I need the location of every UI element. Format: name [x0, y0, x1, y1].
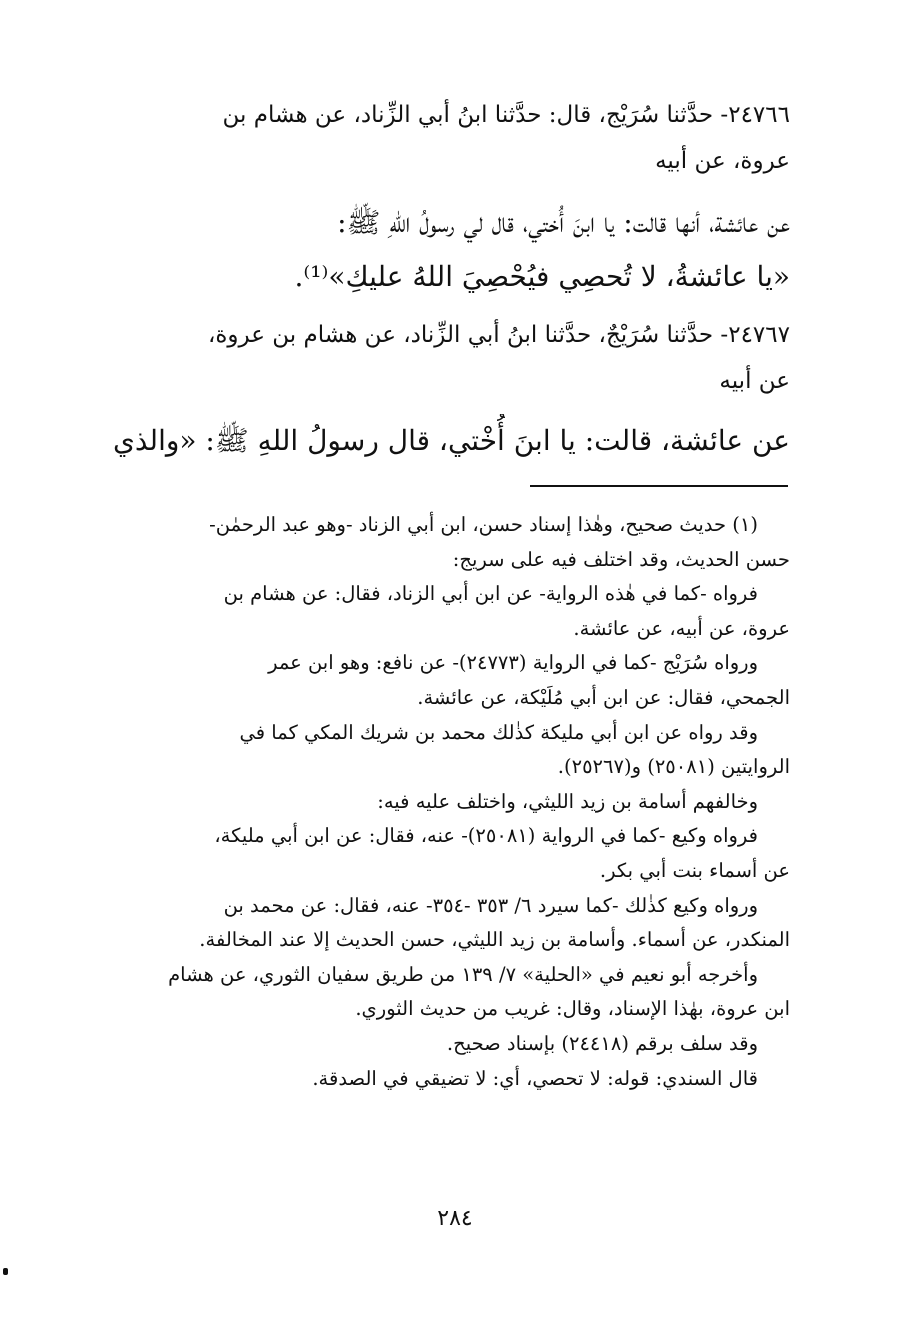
hadith-line: ٢٤٧٦٧- حدَّثنا سُرَيْجٌ، حدَّثنا ابنُ أبي الزِّناد، عن هشام بن عروة،: [207, 322, 790, 348]
hadith-line: عن عائشة، قالت: يا ابنَ أُخْتي، قال رسولُ اللهِ ﷺ: «والذي: [112, 424, 790, 457]
footnote-line: عن أسماء بنت أبي بكر.: [599, 858, 790, 882]
footnote-separator: [530, 485, 788, 487]
hadith-24767-text: [90, 414, 790, 468]
hadith-24766-chain: [90, 92, 790, 184]
footnote-line: عروة، عن أبيه، عن عائشة.: [573, 616, 790, 640]
footnote-line: ورواه وكيع كذٰلك -كما سيرد ٦/ ٣٥٣ -٣٥٤- عنه، فقال: عن محمد بن: [223, 893, 758, 917]
margin-mark: [3, 1268, 8, 1275]
hadith-line: عن عائشة، أنها قالت: يا ابنَ أُختي، قال لي رسولُ اللهِ ﷺ:: [337, 206, 790, 239]
footnotes: [90, 508, 790, 1096]
page-number: ٢٨٤: [437, 1206, 473, 1231]
hadith-line: عروة، عن أبيه: [655, 148, 790, 174]
footnote-line: ورواه سُرَيْج -كما في الرواية (٢٤٧٧٣)- عن نافع: وهو ابن عمر: [268, 651, 758, 675]
footnote-line: وأخرجه أبو نعيم في «الحلية» ٧/ ١٣٩ من طريق سفيان الثوري، عن هشام: [168, 962, 758, 986]
hadith-24767-chain: [90, 312, 790, 404]
hadith-line: ٢٤٧٦٦- حدَّثنا سُرَيْج، قال: حدَّثنا ابنُ أبي الزِّناد، عن هشام بن: [222, 102, 790, 128]
hadith-line: «يا عائشةُ، لا تُحصِي فيُحْصِيَ اللهُ عليكِ»⁽¹⁾.: [294, 260, 790, 293]
footnote-line: ابن عروة، بهٰذا الإسناد، وقال: غريب من حديث الثوري.: [355, 997, 790, 1021]
footnote-line: (١) حديث صحيح، وهٰذا إسناد حسن، ابن أبي الزناد -وهو عبد الرحمٰن-: [209, 513, 758, 536]
footnote-line: وخالفهم أسامة بن زيد الليثي، واختلف عليه فيه:: [377, 789, 758, 813]
footnote-line: فرواه وكيع -كما في الرواية (٢٥٠٨١)- عنه، فقال: عن ابن أبي مليكة،: [214, 824, 758, 848]
footnote-line: وقد رواه عن ابن أبي مليكة كذٰلك محمد بن شريك المكي كما في: [239, 720, 758, 744]
footnote-line: قال السندي: قوله: لا تحصي، أي: لا تضيقي في الصدقة.: [312, 1066, 758, 1090]
footnote-line: فرواه -كما في هٰذه الرواية- عن ابن أبي الزناد، فقال: عن هشام بن: [223, 582, 758, 606]
footnote-line: الجمحي، فقال: عن ابن أبي مُلَيْكة، عن عائشة.: [417, 685, 790, 709]
footnote-line: وقد سلف برقم (٢٤٤١٨) بإسناد صحيح.: [446, 1031, 758, 1055]
footnote-line: الروايتين (٢٥٠٨١) و(٢٥٢٦٧).: [557, 755, 790, 779]
hadith-line: عن أبيه: [719, 368, 790, 394]
footnote-line: حسن الحديث، وقد اختلف فيه على سريج:: [452, 547, 790, 571]
footnote-line: المنكدر، عن أسماء. وأسامة بن زيد الليثي، حسن الحديث إلا عند المخالفة.: [199, 928, 790, 952]
hadith-24766-text: [90, 196, 790, 304]
